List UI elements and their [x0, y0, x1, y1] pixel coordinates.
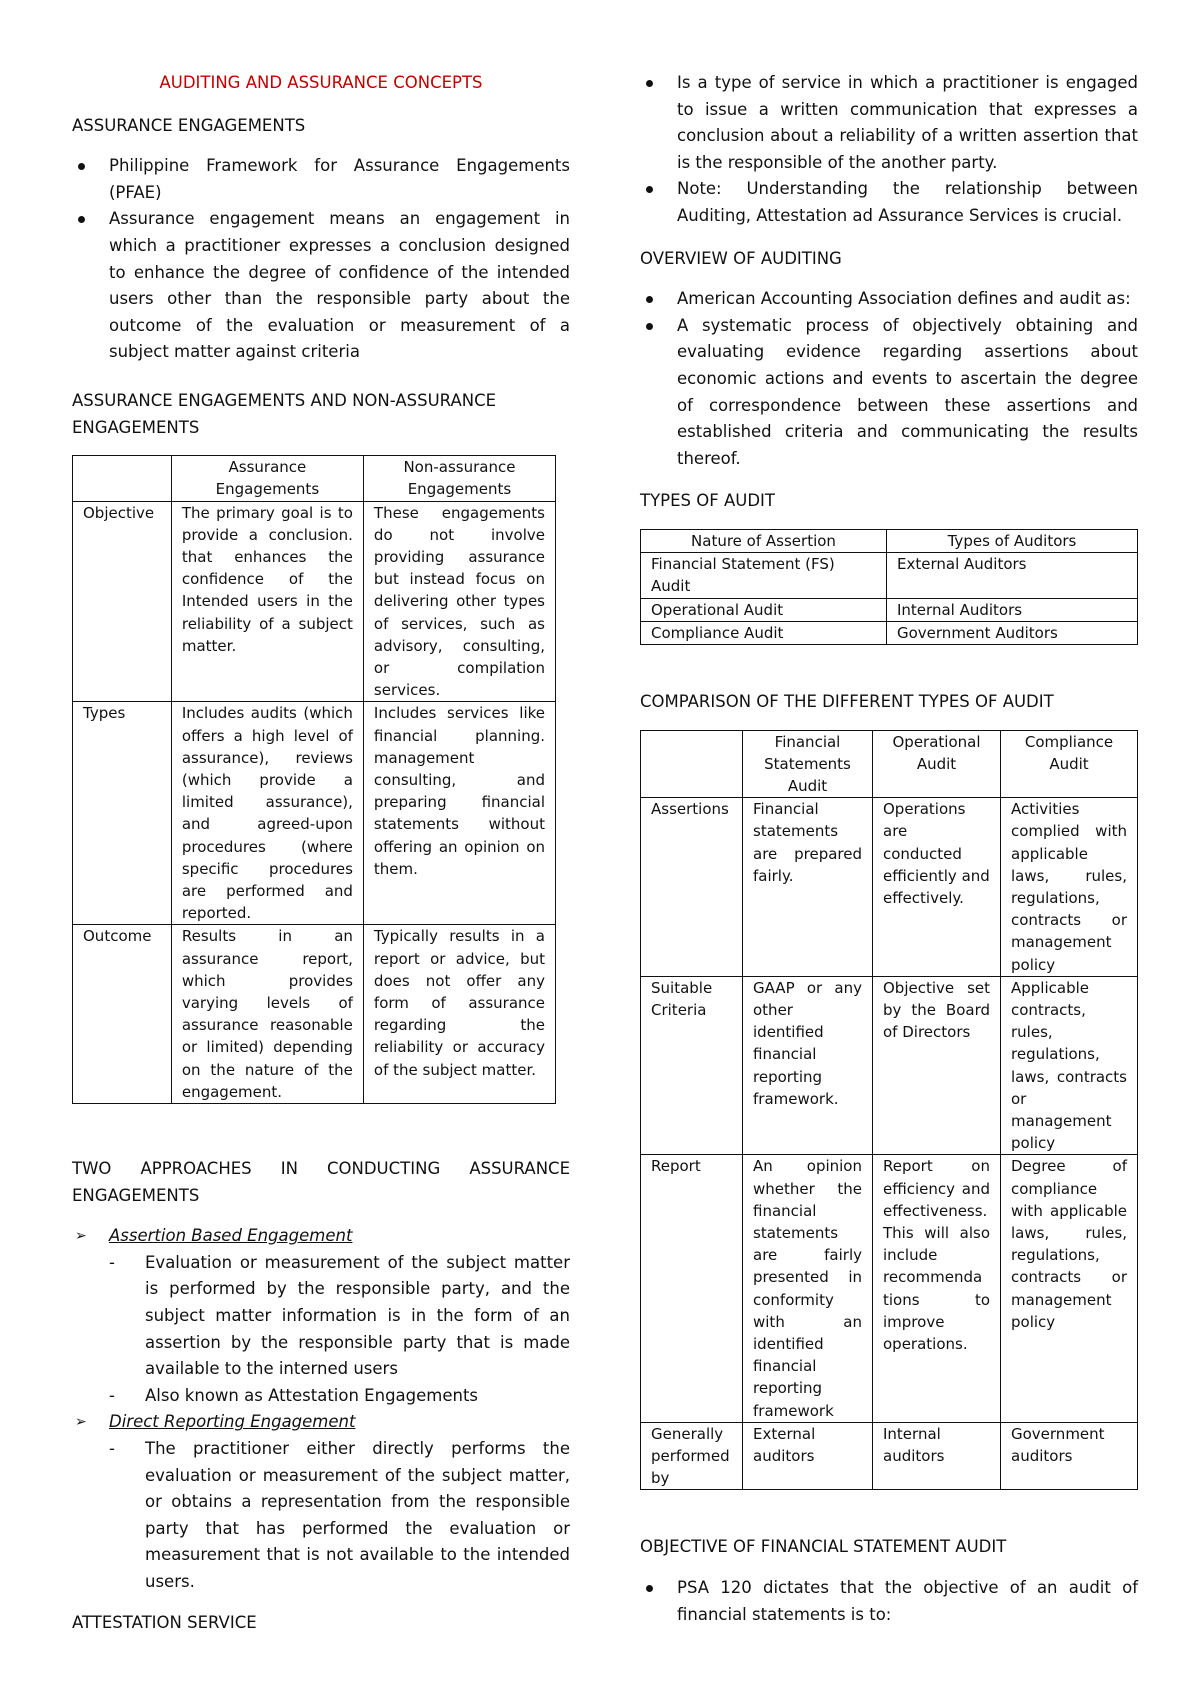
table-header-row — [641, 529, 1138, 552]
table-cell: Internal auditors — [873, 1422, 1001, 1490]
table-cell: Operations are conducted efficiently and effectively. — [873, 798, 1001, 977]
table-cell: External Auditors — [887, 553, 1138, 598]
row-label: Generally performed by — [641, 1422, 743, 1490]
approach-label: Direct Reporting Engagement — [109, 1412, 356, 1432]
table-cell: Financial statements are prepared fairly. — [743, 798, 873, 977]
left-column — [72, 70, 570, 1650]
heading-attestation-service: ATTESTATION SERVICE — [72, 1612, 257, 1632]
table-cell: Typically results in a report or advice, but does not offer any form of assurance regarding the reliability or accuracy of the subject matter. — [363, 925, 555, 1104]
list-item — [72, 1409, 570, 1436]
approaches-list — [72, 1223, 570, 1250]
list-item: A systematic process of objectively obtaining and evaluating evidence regarding assertions about economic actions and events to ascertain the degree of correspondence between these assertions and established criteria and communicating the results thereof. — [640, 313, 1138, 473]
heading-assurance-engagements: ASSURANCE ENGAGEMENTS — [72, 115, 306, 135]
table-row — [641, 553, 1138, 598]
heading-types-of-audit: TYPES OF AUDIT — [640, 491, 775, 511]
bullet-icon — [646, 186, 653, 193]
approach-points — [109, 1250, 570, 1410]
bullet-icon — [78, 216, 85, 223]
list-item: - Also known as Attestation Engagements — [109, 1383, 570, 1410]
dash-icon: - — [109, 1385, 115, 1405]
table-cell: Results in an assurance report, which provides varying levels of assurance reasonable or limited) depending on the nature of the engagement. — [171, 925, 363, 1104]
row-label: Objective — [73, 501, 172, 702]
table-cell: Government auditors — [1001, 1422, 1138, 1490]
table-header-cell: Nature of Assertion — [641, 529, 887, 552]
bullet-icon — [78, 163, 85, 170]
row-label: Assertions — [641, 798, 743, 977]
table-row — [73, 501, 556, 702]
table-header-cell: Types of Auditors — [887, 529, 1138, 552]
table-row — [641, 976, 1138, 1155]
approach-points — [109, 1436, 570, 1596]
table-cell: Includes services like financial planning. management consulting, and preparing financial statements without offering an opinion on them. — [363, 702, 555, 925]
table-header-cell: Assurance Engagements — [171, 456, 363, 501]
table-cell: Applicable contracts, rules, regulations, laws, contracts or management policy — [1001, 976, 1138, 1155]
bullet-icon — [646, 1585, 653, 1592]
table-cell: Activities complied with applicable laws, rules, regulations, contracts or management policy — [1001, 798, 1138, 977]
table-cell: An opinion whether the financial statements are fairly presented in conformity with an identified financial reporting framework — [743, 1155, 873, 1422]
table-row — [641, 798, 1138, 977]
list-item: Assurance engagement means an engagement in which a practitioner expresses a conclusion designed to enhance the degree of confidence of the intended users other than the responsible party about the outcome of the evaluation or measurement of a subject matter against criteria — [72, 206, 570, 366]
right-column — [640, 70, 1138, 1628]
table-cell: External auditors — [743, 1422, 873, 1490]
table-header-cell: Non-assurance Engagements — [363, 456, 555, 501]
table-cell: GAAP or any other identified financial reporting framework. — [743, 976, 873, 1155]
dash-icon: - — [109, 1438, 115, 1458]
table-cell: These engagements do not involve providing assurance but instead focus on delivering other types of services, such as advisory, consulting, or compilation services. — [363, 501, 555, 702]
document-title: AUDITING AND ASSURANCE CONCEPTS — [159, 73, 483, 92]
table-row — [641, 1422, 1138, 1490]
list-item: Is a type of service in which a practitioner is engaged to issue a written communication that expresses a conclusion about a reliability of a written assertion that is the responsible of the another party. — [640, 70, 1138, 176]
list-item: PSA 120 dictates that the objective of an audit of financial statements is to: — [640, 1575, 1138, 1628]
row-label: Outcome — [73, 925, 172, 1104]
table-cell: Degree of compliance with applicable laws, rules, regulations, contracts or management policy — [1001, 1155, 1138, 1422]
arrow-bullet-icon: ➢ — [75, 1414, 87, 1431]
row-label: Suitable Criteria — [641, 976, 743, 1155]
approach-label: Assertion Based Engagement — [109, 1226, 353, 1246]
approaches-list — [72, 1409, 570, 1436]
bullet-icon — [646, 323, 653, 330]
list-item: - The practitioner either directly performs the evaluation or measurement of the subject matter, or obtains a representation from the responsible party that has performed the evaluation or measurement that is not available to the intended users. — [109, 1436, 570, 1596]
table-cell: Includes audits (which offers a high level of assurance), reviews (which provide a limited assurance), and agreed-upon procedures (where specific procedures are performed and reported. — [171, 702, 363, 925]
list-item: American Accounting Association defines and audit as: — [640, 286, 1138, 313]
table-cell: Operational Audit — [641, 598, 887, 621]
heading-overview-of-auditing: OVERVIEW OF AUDITING — [640, 248, 842, 268]
objective-list — [640, 1575, 1138, 1628]
list-item: Note: Understanding the relationship between Auditing, Attestation ad Assurance Services is crucial. — [640, 176, 1138, 229]
heading-objective-fs-audit: OBJECTIVE OF FINANCIAL STATEMENT AUDIT — [640, 1537, 1007, 1557]
assurance-comparison-table — [72, 455, 556, 1104]
assurance-engagements-list — [72, 153, 570, 366]
table-cell: Objective set by the Board of Directors — [873, 976, 1001, 1155]
dash-icon: - — [109, 1252, 115, 1272]
arrow-bullet-icon: ➢ — [75, 1228, 87, 1245]
table-cell: Government Auditors — [887, 621, 1138, 644]
table-cell: Internal Auditors — [887, 598, 1138, 621]
table-row — [641, 1155, 1138, 1422]
table-row — [73, 925, 556, 1104]
list-item: - Evaluation or measurement of the subject matter is performed by the responsible party, and the subject matter information is in the form of an assertion by the responsible party that is made available to the interned users — [109, 1250, 570, 1383]
table-cell: Compliance Audit — [641, 621, 887, 644]
heading-assurance-vs-non-assurance: ASSURANCE ENGAGEMENTS AND NON-ASSURANCE ENGAGEMENTS — [72, 390, 497, 437]
table-header-cell: Financial Statements Audit — [743, 730, 873, 798]
table-cell: Financial Statement (FS) Audit — [641, 553, 887, 598]
row-label: Types — [73, 702, 172, 925]
table-cell: The primary goal is to provide a conclusion. that enhances the confidence of the Intended users in the reliability of a subject matter. — [171, 501, 363, 702]
table-header-cell: Operational Audit — [873, 730, 1001, 798]
bullet-icon — [646, 296, 653, 303]
table-cell: Report on efficiency and effectiveness. This will also include recommenda tions to improve operations. — [873, 1155, 1001, 1422]
table-header-cell — [73, 456, 172, 501]
heading-comparison-of-audits: COMPARISON OF THE DIFFERENT TYPES OF AUDIT — [640, 691, 1054, 711]
types-of-audit-table — [640, 529, 1138, 645]
table-header-cell — [641, 730, 743, 798]
overview-list — [640, 286, 1138, 472]
list-item — [72, 1223, 570, 1250]
table-header-row — [73, 456, 556, 501]
list-item: Philippine Framework for Assurance Engagements (PFAE) — [72, 153, 570, 206]
table-row — [73, 702, 556, 925]
table-row — [641, 598, 1138, 621]
table-row — [641, 621, 1138, 644]
heading-two-approaches: TWO APPROACHES IN CONDUCTING ASSURANCE ENGAGEMENTS — [72, 1159, 570, 1205]
table-header-cell: Compliance Audit — [1001, 730, 1138, 798]
audit-comparison-table — [640, 730, 1138, 1491]
row-label: Report — [641, 1155, 743, 1422]
bullet-icon — [646, 80, 653, 87]
table-header-row — [641, 730, 1138, 798]
attestation-list — [640, 70, 1138, 230]
